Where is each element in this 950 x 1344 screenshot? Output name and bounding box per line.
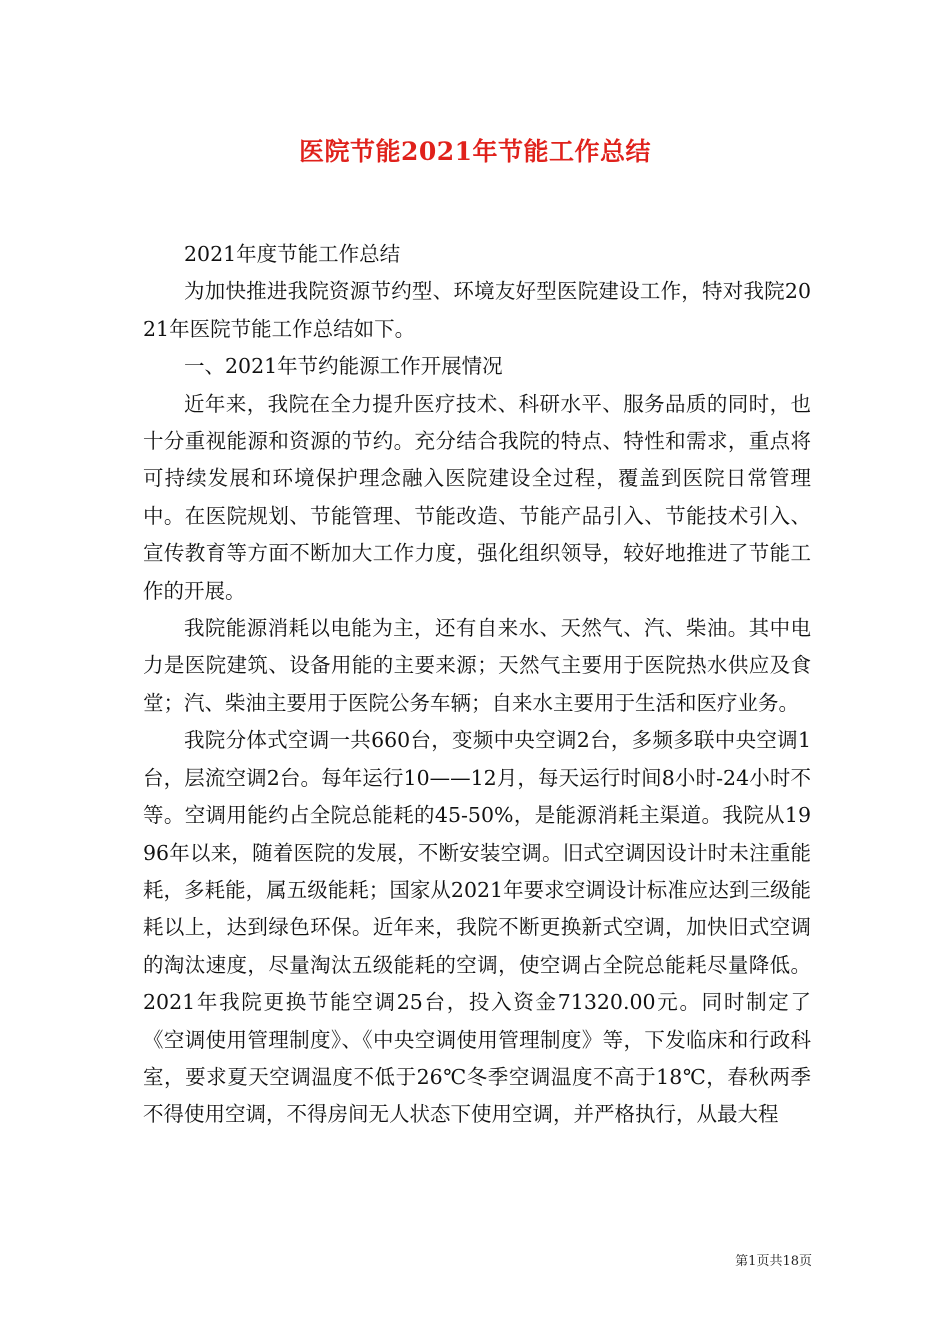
- section-heading-1: 一、2021年节约能源工作开展情况: [184, 354, 503, 379]
- paragraph-air-conditioning: 我院分体式空调一共660台，变频中央空调2台，多频多联中央空调1台，层流空调2台。每年运行10——12月，每天运行时间8小时-24小时不等。空调用能约占全院总能耗的45-50%，是能源消耗主渠道。我院从1996年以来，随着医院的发展，不断安装空调。旧式空调因设计时未注重能耗，多耗能，属五级能耗；国家从2021年要求空调设计标准应达到三级能耗以上，达到绿色环保。近年来，我院不断更换新式空调，加快旧式空调的淘汰速度，尽量淘汰五级能耗的空调，使空调占全院总能耗尽量降低。2021年我院更换节能空调25台，投入资金71320.00元。同时制定了《空调使用管理制度》、《中央空调使用管理制度》等，下发临床和行政科室，要求夏天空调温度不低于26℃冬季空调温度不高于18℃，春秋两季不得使用空调，不得房间无人状态下使用空调，并严格执行，从最大程: [143, 728, 811, 1127]
- paragraph-energy-sources: 我院能源消耗以电能为主，还有自来水、天然气、汽、柴油。其中电力是医院建筑、设备用能的主要来源；天然气主要用于医院热水供应及食堂；汽、柴油主要用于医院公务车辆；自来水主要用于生活和医疗业务。: [143, 616, 811, 715]
- document-subtitle: 2021年度节能工作总结: [184, 242, 401, 266]
- document-body: [143, 236, 811, 1134]
- paragraph-intro: 为加快推进我院资源节约型、环境友好型医院建设工作，特对我院2021年医院节能工作总结如下。: [143, 279, 811, 341]
- paragraph-overview: 近年来，我院在全力提升医疗技术、科研水平、服务品质的同时，也十分重视能源和资源的节约。充分结合我院的特点、特性和需求，重点将可持续发展和环境保护理念融入医院建设全过程，覆盖到医院日常管理中。在医院规划、节能管理、节能改造、节能产品引入、节能技术引入、宣传教育等方面不断加大工作力度，强化组织领导，较好地推进了节能工作的开展。: [143, 391, 811, 603]
- page-number: 第1页共18页: [735, 1254, 812, 1269]
- document-title: 医院节能2021年节能工作总结: [298, 137, 652, 166]
